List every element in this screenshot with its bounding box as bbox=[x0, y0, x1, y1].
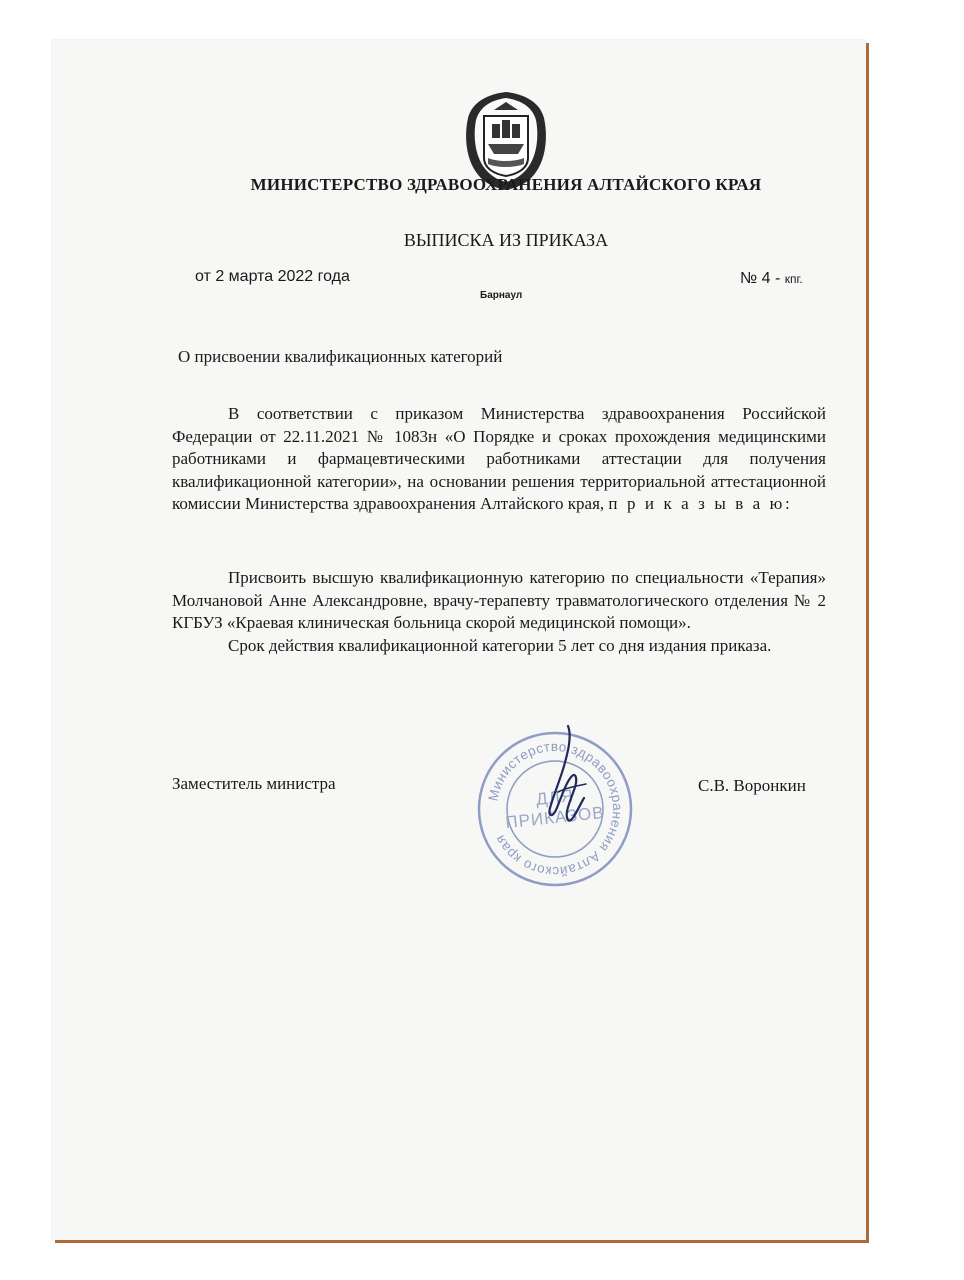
validity-paragraph: Срок действия квалификационной категории 5 лет со дня издания приказа. bbox=[228, 635, 772, 655]
stamp-label-line1: ДЛЯ bbox=[535, 786, 575, 809]
preamble-paragraph bbox=[172, 403, 826, 516]
city: Барнаул bbox=[480, 290, 523, 301]
order-number-main: № 4 - bbox=[740, 270, 781, 287]
ministry-name: МИНИСТЕРСТВО ЗДРАВООХРАНЕНИЯ АЛТАЙСКОГО КРАЯ bbox=[250, 175, 762, 194]
preamble-text: В соответствии с приказом Министерства здравоохранения Российской Федерации от 22.11.2021 № 1083н «О Порядке и сроках прохождения медицинскими работниками и фармацевтическими работниками аттестации для получения квалификационной категории», на основании решения территориальной аттестационной комиссии Министерства здравоохранения Алтайского края, bbox=[172, 404, 826, 513]
order-date: от 2 марта 2022 года bbox=[195, 268, 350, 285]
stamp-ring-text: Министерство здравоохранения Алтайского края bbox=[485, 738, 626, 880]
signer-position: Заместитель министра bbox=[172, 774, 336, 793]
order-word: п р и к а з ы в а ю: bbox=[608, 494, 793, 513]
order-number bbox=[740, 270, 803, 288]
document-title: ВЫПИСКА ИЗ ПРИКАЗА bbox=[403, 230, 609, 250]
order-number-suffix: кпг. bbox=[784, 272, 803, 286]
assignment-paragraph: Присвоить высшую квалификационную категорию по специальности «Терапия» Молчановой Анне Александровне, врачу-терапевту травматологического отделения № 2 КГБУЗ «Краевая клиническая больница скорой медицинской помощи». bbox=[172, 568, 826, 632]
signer-name: С.В. Воронкин bbox=[698, 776, 806, 795]
order-clauses bbox=[172, 567, 826, 657]
handwritten-signature bbox=[528, 722, 608, 832]
stamp-label-line2: ПРИКАЗОВ bbox=[504, 802, 606, 833]
order-subject: О присвоении квалификационных категорий bbox=[178, 347, 503, 366]
